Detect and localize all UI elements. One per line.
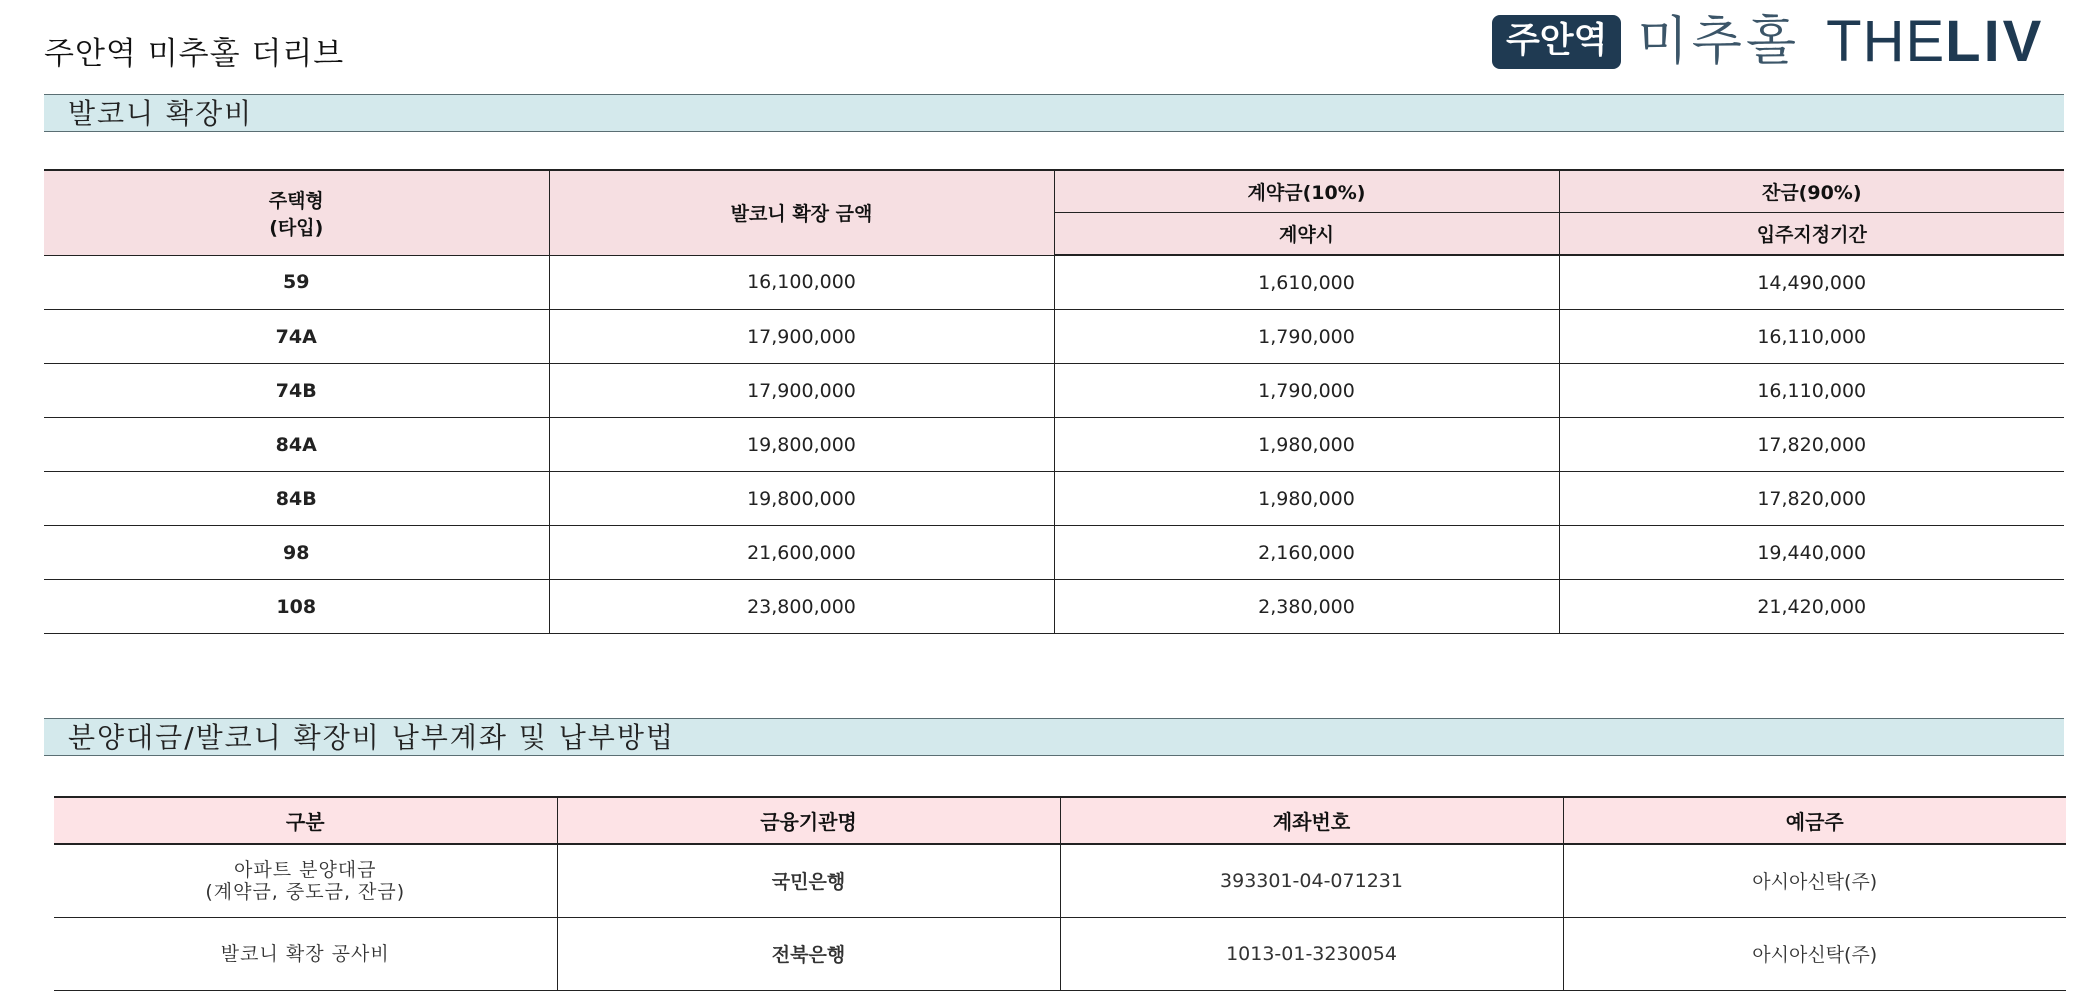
- table-row: [44, 255, 2064, 310]
- column-header-account: 계좌번호: [1060, 797, 1563, 844]
- cell-category: [54, 917, 557, 990]
- cell-category-line1: 발코니 확장 공사비: [220, 942, 390, 965]
- cell-category-line2: (계약금, 중도금, 잔금): [205, 880, 406, 903]
- cell-category-line1: 아파트 분양대금: [233, 858, 377, 881]
- cell-type: 98: [44, 526, 549, 580]
- column-header-type-line1: 주택형: [268, 189, 324, 212]
- table-row: [44, 310, 2064, 364]
- cell-type: 108: [44, 580, 549, 634]
- cell-balance: 16,110,000: [1559, 310, 2064, 364]
- cell-amount: 17,900,000: [549, 364, 1054, 418]
- brand-logo: [1492, 9, 2045, 74]
- cell-balance: 16,110,000: [1559, 364, 2064, 418]
- cell-amount: 23,800,000: [549, 580, 1054, 634]
- section-heading-payment: 분양대금/발코니 확장비 납부계좌 및 납부방법: [44, 718, 2064, 756]
- table-row: [54, 917, 2066, 990]
- table-row: [54, 844, 2066, 917]
- cell-deposit: 2,380,000: [1054, 580, 1559, 634]
- logo-brand-the: THE: [1826, 9, 1946, 74]
- column-header-balance: 잔금(90%): [1559, 170, 2064, 213]
- cell-balance: 17,820,000: [1559, 418, 2064, 472]
- table-row: [44, 418, 2064, 472]
- cell-balance: 21,420,000: [1559, 580, 2064, 634]
- cell-type: 74A: [44, 310, 549, 364]
- cell-balance: 19,440,000: [1559, 526, 2064, 580]
- column-header-holder: 예금주: [1563, 797, 2066, 844]
- payment-account-table: [54, 796, 2066, 991]
- balcony-cost-table: [44, 169, 2064, 634]
- cell-amount: 16,100,000: [549, 255, 1054, 310]
- table-row: [44, 526, 2064, 580]
- cell-type: 84A: [44, 418, 549, 472]
- cell-amount: 21,600,000: [549, 526, 1054, 580]
- table-row: [44, 364, 2064, 418]
- column-header-bank: 금융기관명: [557, 797, 1060, 844]
- column-header-type: [44, 170, 549, 255]
- table-row: [44, 580, 2064, 634]
- cell-deposit: 1,980,000: [1054, 418, 1559, 472]
- cell-amount: 19,800,000: [549, 472, 1054, 526]
- cell-deposit: 1,980,000: [1054, 472, 1559, 526]
- column-header-amount: 발코니 확장 금액: [549, 170, 1054, 255]
- cell-category: [54, 844, 557, 917]
- cell-amount: 19,800,000: [549, 418, 1054, 472]
- column-header-balance-sub: 입주지정기간: [1559, 213, 2064, 256]
- logo-middle-text: 미추홀: [1637, 12, 1801, 72]
- table-row: [44, 472, 2064, 526]
- column-header-category: 구분: [54, 797, 557, 844]
- cell-balance: 14,490,000: [1559, 255, 2064, 310]
- column-header-deposit-sub: 계약시: [1054, 213, 1559, 256]
- cell-account: 393301-04-071231: [1060, 844, 1563, 917]
- cell-deposit: 2,160,000: [1054, 526, 1559, 580]
- document-title: 주안역 미추홀 더리브: [44, 36, 345, 72]
- cell-bank: 전북은행: [557, 917, 1060, 990]
- cell-type: 74B: [44, 364, 549, 418]
- cell-holder: 아시아신탁(주): [1563, 844, 2066, 917]
- cell-deposit: 1,790,000: [1054, 364, 1559, 418]
- logo-brand-liv: LIV: [1945, 9, 2045, 74]
- cell-balance: 17,820,000: [1559, 472, 2064, 526]
- cell-type: 59: [44, 255, 549, 310]
- cell-deposit: 1,610,000: [1054, 255, 1559, 310]
- column-header-type-line2: (타입): [269, 216, 324, 239]
- section-heading-balcony: 발코니 확장비: [44, 94, 2064, 132]
- cell-amount: 17,900,000: [549, 310, 1054, 364]
- logo-badge: 주안역: [1492, 15, 1621, 69]
- cell-type: 84B: [44, 472, 549, 526]
- cell-bank: 국민은행: [557, 844, 1060, 917]
- cell-deposit: 1,790,000: [1054, 310, 1559, 364]
- cell-holder: 아시아신탁(주): [1563, 917, 2066, 990]
- column-header-deposit: 계약금(10%): [1054, 170, 1559, 213]
- cell-account: 1013-01-3230054: [1060, 917, 1563, 990]
